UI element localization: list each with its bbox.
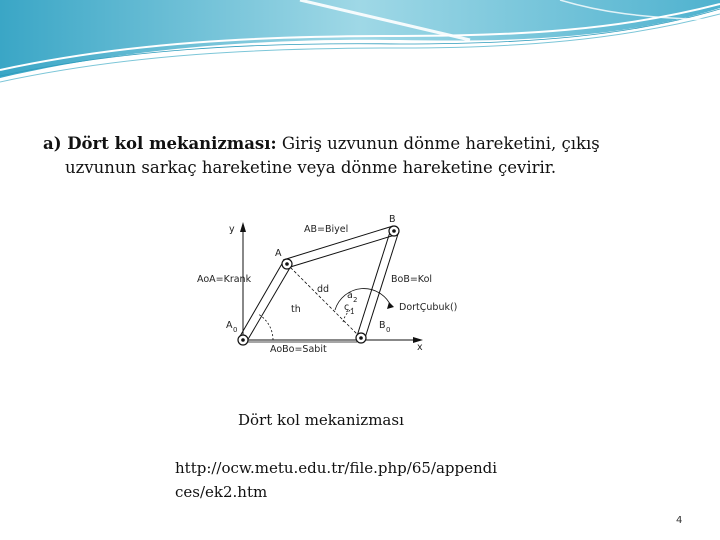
label-point-a0-sub: 0 bbox=[233, 326, 238, 334]
label-point-a: A bbox=[275, 248, 282, 259]
label-coupler: AB=Biyel bbox=[304, 224, 349, 235]
label-point-b0: B bbox=[379, 320, 386, 331]
bullet-line1: Giriş uzvunun dönme hareketini, çıkış bbox=[276, 134, 600, 153]
page-number: 4 bbox=[676, 515, 683, 526]
source-url[interactable] bbox=[175, 456, 497, 504]
label-point-b: B bbox=[389, 214, 396, 225]
label-point-b0-sub: 0 bbox=[386, 326, 391, 334]
source-url-line1[interactable]: http://ocw.metu.edu.tr/file.php/65/appendi bbox=[175, 459, 498, 477]
bullet-lead: a) Dört kol mekanizması: bbox=[43, 134, 277, 153]
bullet-text bbox=[43, 132, 683, 180]
diagonal-link bbox=[287, 264, 361, 338]
header-wave-decoration bbox=[0, 0, 720, 90]
source-url-line2[interactable]: ces/ek2.htm bbox=[175, 483, 268, 501]
label-crank: AoA=Krank bbox=[197, 274, 252, 285]
label-ground: AoBo=Sabit bbox=[270, 344, 327, 355]
label-rocker: BoB=Kol bbox=[391, 274, 433, 285]
figure-caption: Dört kol mekanizması bbox=[238, 411, 404, 429]
label-alpha-sub: 2 bbox=[353, 296, 358, 304]
label-diagonal: dd bbox=[317, 284, 330, 295]
bullet-line2: uzvunun sarkaç hareketine veya dönme hareketine çevirir. bbox=[65, 158, 557, 177]
label-alpha: a bbox=[347, 290, 353, 301]
label-x-axis: x bbox=[417, 342, 423, 353]
label-gamma: ç bbox=[344, 302, 350, 313]
label-y-axis: y bbox=[229, 224, 235, 235]
four-bar-mechanism-diagram bbox=[195, 210, 485, 360]
label-point-a0: A bbox=[226, 320, 233, 331]
label-diagonal-angle: DortÇubuk() bbox=[399, 302, 458, 313]
label-input-angle: th bbox=[291, 304, 301, 315]
label-gamma-sub: 1 bbox=[350, 308, 355, 316]
